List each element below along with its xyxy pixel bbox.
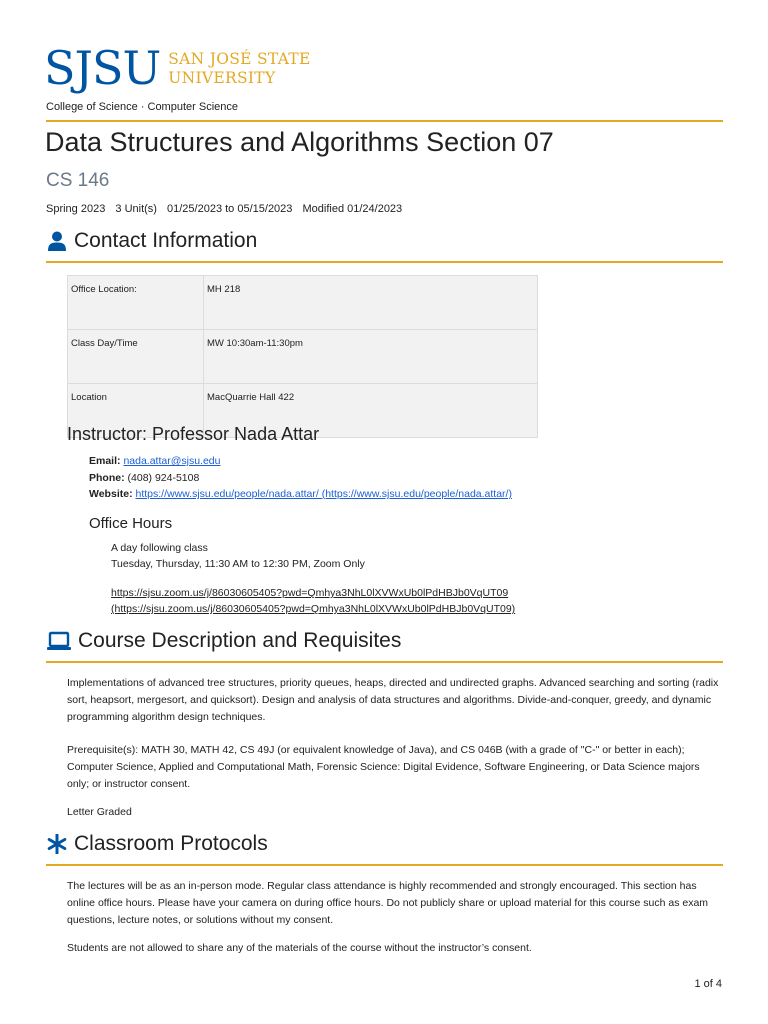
email-link[interactable]: nada.attar@sjsu.edu: [123, 455, 221, 467]
course-code: CS 146: [46, 170, 110, 191]
divider: [46, 661, 723, 663]
asterisk-icon: [46, 833, 68, 855]
logo-line-1: SAN JOSÉ STATE: [168, 50, 311, 69]
table-cell-value: MacQuarrie Hall 422: [204, 384, 538, 438]
website-link[interactable]: https://www.sjsu.edu/people/nada.attar/ (https://www.sjsu.edu/people/nada.attar/): [135, 488, 512, 500]
zoom-link[interactable]: (https://sjsu.zoom.us/j/86030605405?pwd=Qmhya3NhL0lXVWxUb0lPdHBJb0VqUT09): [111, 603, 516, 615]
sjsu-logo[interactable]: [44, 42, 311, 94]
table-cell-value: MH 218: [204, 276, 538, 330]
breadcrumb: College of Science · Computer Science: [46, 101, 238, 113]
logo-wordmark: SJSU: [44, 41, 161, 95]
protocols-text: Students are not allowed to share any of the materials of the course without the instructor’s consent.: [67, 942, 532, 954]
office-hours-heading: Office Hours: [89, 515, 173, 532]
course-dates: 01/25/2023 to 05/15/2023: [167, 203, 293, 215]
section-heading-protocols: [46, 832, 268, 856]
section-title: Classroom Protocols: [74, 832, 268, 855]
table-cell-label: Class Day/Time: [68, 330, 204, 384]
course-units: 3 Unit(s): [115, 203, 157, 215]
email-label: Email:: [89, 455, 121, 467]
grading-basis: Letter Graded: [67, 806, 132, 818]
phone-line: [89, 472, 199, 484]
phone-label: Phone:: [89, 472, 125, 484]
prerequisites: Prerequisite(s): MATH 30, MATH 42, CS 49J (or equivalent knowledge of Java), and CS 046B (with a grade of "C-" or better in each); Computer Science, Applied and Computational Math, Forensic Science: Digital Evidence, Software Engineering, or Data Science majors only; or instructor consent.: [67, 744, 700, 790]
zoom-link[interactable]: https://sjsu.zoom.us/j/86030605405?pwd=Qmhya3NhL0lXVWxUb0lPdHBJb0VqUT09: [111, 587, 509, 599]
table-row: [68, 330, 538, 384]
course-description: Implementations of advanced tree structures, priority queues, heaps, directed and undirected graphs. Advanced searching and sorting (radix sort, heapsort, mergesort, and quicksort). Design and analysis of data structures and algorithms. Divide-and-conquer, greedy, and dynamic programming algorithm design techniques.: [67, 677, 719, 723]
section-heading-description: [46, 629, 401, 653]
logo-university-name: [168, 50, 310, 87]
divider: [46, 120, 723, 122]
course-term: Spring 2023: [46, 203, 106, 215]
course-meta: [46, 203, 409, 215]
table-cell-label: Office Location:: [68, 276, 204, 330]
office-hours-text: Tuesday, Thursday, 11:30 AM to 12:30 PM, Zoom Only: [111, 558, 365, 570]
course-modified: Modified 01/24/2023: [302, 203, 403, 215]
page-number: 1 of 4: [694, 978, 722, 990]
instructor-heading: Instructor: Professor Nada Attar: [67, 424, 320, 444]
website-label: Website:: [89, 488, 133, 500]
divider: [46, 864, 723, 866]
laptop-icon: [46, 630, 72, 652]
section-heading-contact: [46, 229, 257, 253]
table-cell-value: MW 10:30am-11:30pm: [204, 330, 538, 384]
email-line: [89, 455, 221, 467]
page-title: Data Structures and Algorithms Section 07: [45, 127, 554, 157]
protocols-text: The lectures will be as an in-person mode. Regular class attendance is highly recommended and strongly encouraged. This section has online office hours. Please have your camera on during office hours. Do not publicly share or upload material for this course such as exam questions, lecture notes, or solutions without my consent.: [67, 880, 709, 926]
website-line: [89, 488, 512, 500]
table-row: [68, 276, 538, 330]
logo-line-2: UNIVERSITY: [168, 69, 276, 87]
table-cell-label: Location: [68, 384, 204, 438]
section-title: Course Description and Requisites: [78, 629, 402, 652]
phone-value: (408) 924-5108: [127, 472, 200, 484]
section-title: Contact Information: [74, 229, 258, 252]
office-hours-text: A day following class: [111, 542, 208, 554]
contact-table: [67, 275, 538, 438]
person-icon: [46, 230, 68, 252]
divider: [46, 261, 723, 263]
